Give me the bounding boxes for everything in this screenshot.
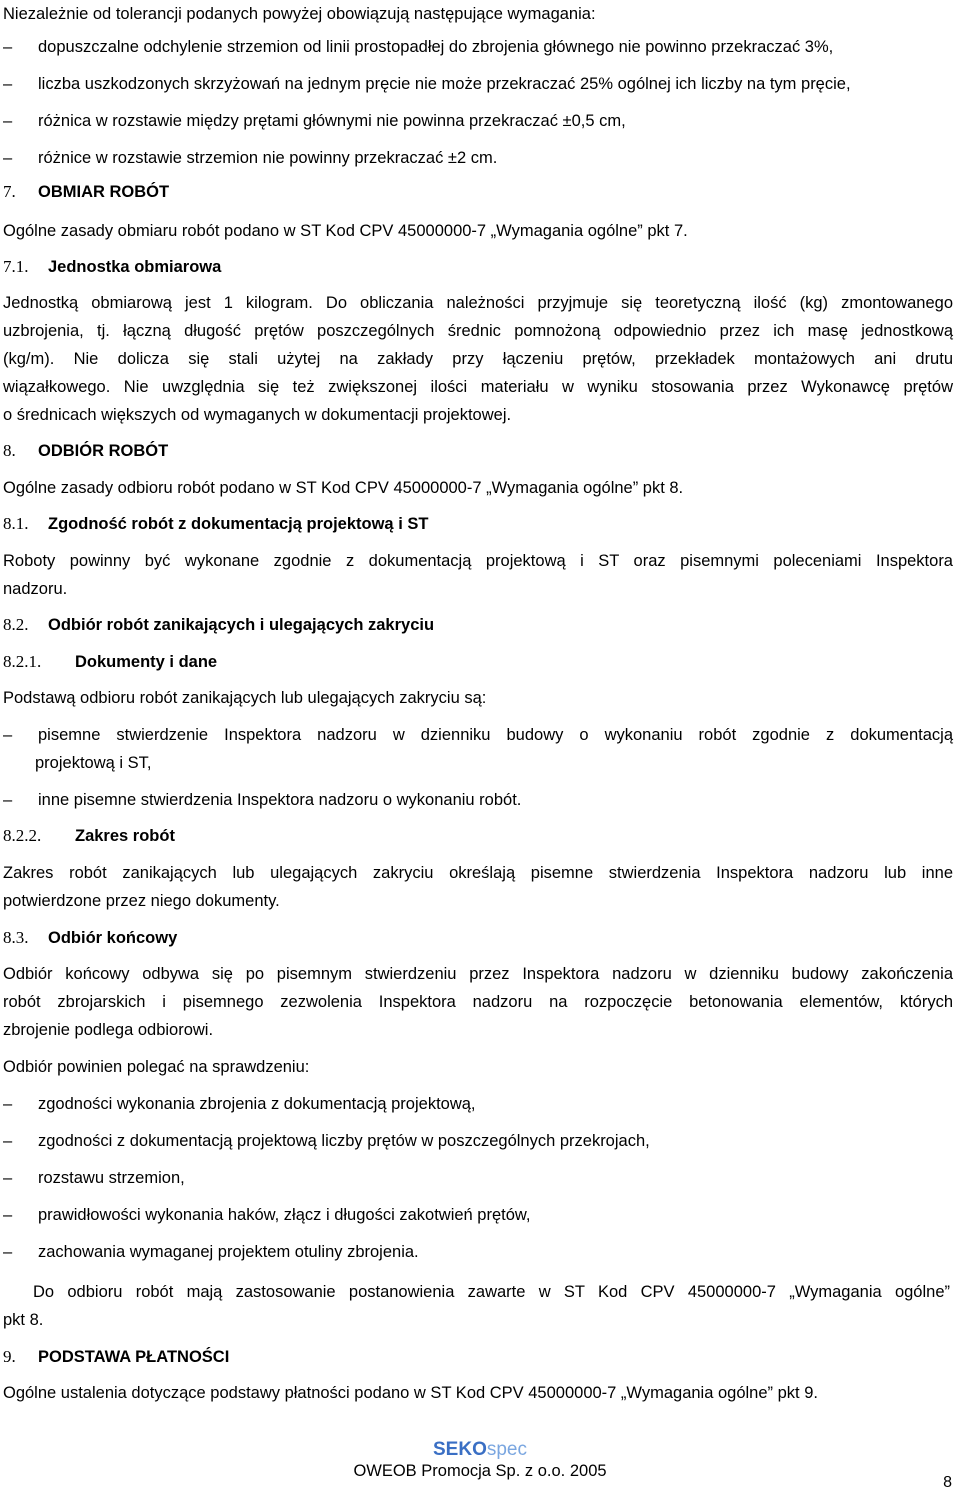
intro-paragraph: Niezależnie od tolerancji podanych powyżej obowiązują następujące wymagania: <box>3 5 596 23</box>
section-8-3-line: zbrojenie podlega odbiorowi. <box>3 1021 214 1039</box>
document-page: Niezależnie od tolerancji podanych powyżej obowiązują następujące wymagania: – dopuszczalne odchylenie strzemion od linii prostopadłej do zbrojenia głównego nie powinno przekraczać 3%, – liczba uszkodzonych skrzyżowań na jednym pręcie nie może przekraczać 25% ogólnej ich liczby na tym pręcie, – różnica w rozstawie między prętami głównymi nie powinna przekraczać ±0,5 cm, – różnice w rozstawie strzemion nie powinny przekraczać ±2 cm. 7. OBMIAR ROBÓT Ogólne zasady obmiaru robót podano w ST Kod CPV 45000000-7 „Wymagania ogólne” pkt 7. 7.1. Jednostka obmiarowa Jednostką obmiarową jest 1 kilogram. Do obliczania należności przyjmuje się teoretyczną ilość (kg) zmontowanego uzbrojenia, tj. łączną długość prętów poszczególnych średnic pomnożoną odpowiednio przez ich masę jednostkową (kg/m). Nie dolicza się stali użytej na zakłady przy łączeniu prętów, przekładek montażowych ani drutu wiązałkowego. Nie uwzględnia się też zwiększonej ilości materiału w wyniku stosowania przez Wykonawcę prętów o średnicach większych od wymaganych w dokumentacji projektowej. 8. ODBIÓR ROBÓT Ogólne zasady odbioru robót podano w ST Kod CPV 45000000-7 „Wymagania ogólne” pkt 8. 8.1. Zgodność robót z dokumentacją projektową i ST Roboty powinny być wykonane zgodnie z dokumentacją projektową i ST oraz pisemnymi poleceniami Inspektora nadzoru. 8.2. Odbiór robót zanikających i ulegających zakryciu 8.2.1. Dokumenty i dane Podstawą odbioru robót zanikających lub ulegających zakryciu są: – pisemne stwierdzenie Inspektora nadzoru w dzienniku budowy o wykonaniu robót zgodnie z dokumentacją projektową i ST, – inne pisemne stwierdzenia Inspektora nadzoru o wykonaniu robót. 8.2.2. Zakres robót Zakres robót zanikających lub ulegających zakryciu określają pisemne stwierdzenia Inspektora nadzoru lub inne potwierdzone przez niego dokumenty. 8.3. Odbiór końcowy Odbiór końcowy odbywa się po pisemnym stwierdzeniu przez Inspektora nadzoru w dzienniku budowy zakończenia robót zbrojarskich i pisemnego zezwolenia Inspektora nadzoru na rozpoczęcie betonowania elementów, których zbrojenie podlega odbiorowi. Odbiór powinien polegać na sprawdzeniu: – zgodności wykonania zbrojenia z dokumentacją projektową, – zgodności z dokumentacją projektową liczby prętów w poszczególnych przekrojach, – rozstawu strzemion, – prawidłowości wykonania haków, złącz i długości zakotwień prętów, – zachowania wymaganej projektem otuliny zbrojenia. Do odbioru robót mają zastosowanie postanowienia zawarte w ST Kod CPV 45000000-7 „Wymagania ogólne” pkt 8. 9. PODSTAWA PŁATNOŚCI Ogólne ustalenia dotyczące podstawy płatności podano w ST Kod CPV 45000000-7 „Wymagania ogólne” pkt 9. SEKOspec OWEOB Promocja Sp. z o.o. 2005 8 <box>0 0 960 1498</box>
section-8-2-1-intro: Podstawą odbioru robót zanikających lub ulegających zakryciu są: <box>3 689 487 707</box>
section-8-1-heading: 8.1. Zgodność robót z dokumentacją projektową i ST <box>3 514 429 533</box>
footer-brand-logo: SEKOspec <box>433 1439 527 1460</box>
section-8-2-2-heading: 8.2.2. Zakres robót <box>3 826 175 845</box>
final-paragraph-line: Do odbioru robót mają zastosowanie postanowienia zawarte w ST Kod CPV 45000000-7 „Wymagania ogólne” <box>33 1283 950 1301</box>
section-8-1-line: nadzoru. <box>3 580 68 598</box>
section-8-heading: 8. ODBIÓR ROBÓT <box>3 441 169 460</box>
section-7-text: Ogólne zasady obmiaru robót podano w ST Kod CPV 45000000-7 „Wymagania ogólne” pkt 7. <box>3 222 688 240</box>
section-7-1-line: uzbrojenia, tj. łączną długość prętów poszczególnych średnic pomnożoną odpowiednio przez ich masę jednostkową <box>3 322 953 340</box>
check-intro: Odbiór powinien polegać na sprawdzeniu: <box>3 1058 310 1076</box>
section-7-heading: 7. OBMIAR ROBÓT <box>3 182 170 201</box>
section-8-2-2-line: Zakres robót zanikających lub ulegających zakryciu określają pisemne stwierdzenia Inspektora nadzoru lub inne <box>3 864 953 882</box>
section-8-3-line: Odbiór końcowy odbywa się po pisemnym stwierdzeniu przez Inspektora nadzoru w dzienniku budowy zakończenia <box>3 965 953 983</box>
section-9-heading: 9. PODSTAWA PŁATNOŚCI <box>3 1347 230 1366</box>
section-7-1-line: o średnicach większych od wymaganych w dokumentacji projektowej. <box>3 406 512 424</box>
documents-item-continuation: projektową i ST, <box>35 754 152 772</box>
page-number: 8 <box>943 1474 952 1491</box>
section-8-3-line: robót zbrojarskich i pisemnego zezwolenia Inspektora nadzoru na rozpoczęcie betonowania elementów, których <box>3 993 953 1011</box>
section-8-1-line: Roboty powinny być wykonane zgodnie z dokumentacją projektową i ST oraz pisemnymi poleceniami Inspektora <box>3 552 953 570</box>
section-8-text: Ogólne zasady odbioru robót podano w ST Kod CPV 45000000-7 „Wymagania ogólne” pkt 8. <box>3 479 684 497</box>
section-7-1-line: wiązałkowego. Nie uwzględnia się też zwiększonej ilości materiału w wyniku stosowania przez Wykonawcę prętów <box>3 378 953 396</box>
section-7-1-line: Jednostką obmiarową jest 1 kilogram. Do obliczania należności przyjmuje się teoretyczną ilość (kg) zmontowanego <box>3 294 953 312</box>
section-8-2-2-line: potwierdzone przez niego dokumenty. <box>3 892 280 910</box>
section-7-1-heading: 7.1. Jednostka obmiarowa <box>3 257 222 276</box>
section-8-2-heading: 8.2. Odbiór robót zanikających i ulegających zakryciu <box>3 615 435 634</box>
section-9-text: Ogólne ustalenia dotyczące podstawy płatności podano w ST Kod CPV 45000000-7 „Wymagania ogólne” pkt 9. <box>3 1384 818 1402</box>
footer-organization: OWEOB Promocja Sp. z o.o. 2005 <box>353 1462 607 1480</box>
section-7-1-line: (kg/m). Nie dolicza się stali użytej na zakłady przy łączeniu prętów, przekładek montażowych ani drutu <box>3 350 953 368</box>
section-8-2-1-heading: 8.2.1. Dokumenty i dane <box>3 652 218 671</box>
final-paragraph-line: pkt 8. <box>3 1311 44 1329</box>
section-8-3-heading: 8.3. Odbiór końcowy <box>3 928 178 947</box>
